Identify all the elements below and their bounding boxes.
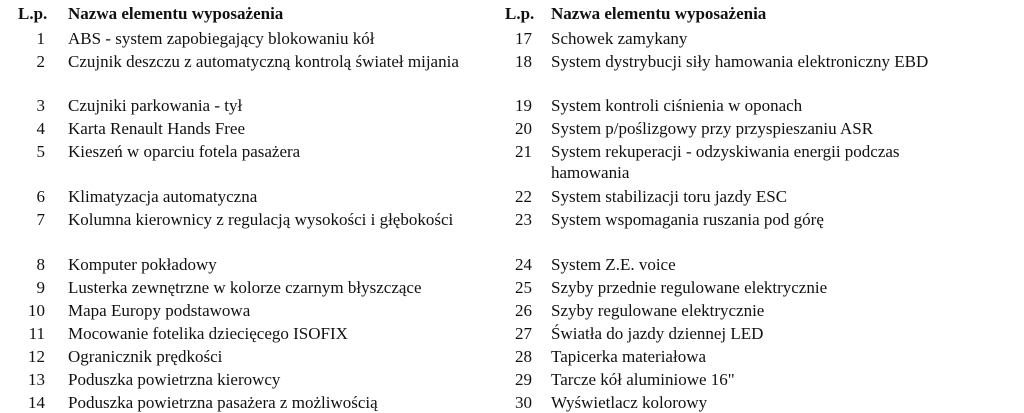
row-label: ABS - system zapobiegający blokowaniu kół bbox=[68, 29, 375, 48]
row-number: 30 bbox=[515, 393, 532, 412]
row-number: 3 bbox=[36, 96, 45, 115]
row-label: System rekuperacji - odzyskiwania energii podczas hamowania bbox=[551, 142, 900, 182]
row-number: 18 bbox=[515, 52, 532, 71]
header-name: Nazwa elementu wyposażenia bbox=[68, 4, 284, 23]
row-label: System wspomagania ruszania pod górę bbox=[551, 210, 824, 229]
row-label: Wyświetlacz kolorowy bbox=[551, 393, 708, 412]
row-label: Lusterka zewnętrzne w kolorze czarnym błyszczące bbox=[68, 278, 422, 297]
row-number: 7 bbox=[36, 210, 45, 229]
row-number: 13 bbox=[28, 370, 45, 389]
row-number: 26 bbox=[515, 301, 532, 320]
row-number: 1 bbox=[36, 29, 45, 48]
row-label: Ogranicznik prędkości bbox=[68, 347, 223, 366]
row-label: Karta Renault Hands Free bbox=[68, 119, 246, 138]
row-label: Czujnik deszczu z automatyczną kontrolą świateł mijania bbox=[68, 52, 459, 71]
row-number: 25 bbox=[515, 278, 532, 297]
row-label: Kolumna kierownicy z regulacją wysokości i głębokości bbox=[68, 210, 454, 229]
header-name: Nazwa elementu wyposażenia bbox=[551, 4, 767, 23]
header-lp: L.p. bbox=[505, 4, 535, 23]
row-number: 28 bbox=[515, 347, 532, 366]
row-label: Mapa Europy podstawowa bbox=[68, 301, 251, 320]
row-label: System Z.E. voice bbox=[551, 255, 676, 274]
row-number: 21 bbox=[515, 142, 532, 161]
row-number: 24 bbox=[515, 255, 532, 274]
row-number: 10 bbox=[28, 301, 45, 320]
row-number: 22 bbox=[515, 187, 532, 206]
row-number: 23 bbox=[515, 210, 532, 229]
row-label: Komputer pokładowy bbox=[68, 255, 217, 274]
row-number: 2 bbox=[36, 52, 45, 71]
row-number: 6 bbox=[36, 187, 45, 206]
row-label: System dystrybucji siły hamowania elektroniczny EBD bbox=[551, 52, 929, 71]
row-label: Schowek zamykany bbox=[551, 29, 688, 48]
row-label: Tarcze kół aluminiowe 16" bbox=[551, 370, 735, 389]
row-label: Kieszeń w oparciu fotela pasażera bbox=[68, 142, 301, 161]
row-number: 8 bbox=[36, 255, 45, 274]
row-label: Tapicerka materiałowa bbox=[551, 347, 707, 366]
row-label: Poduszka powietrzna kierowcy bbox=[68, 370, 281, 389]
row-label: Poduszka powietrzna pasażera z możliwością bbox=[68, 393, 378, 412]
row-number: 19 bbox=[515, 96, 532, 115]
row-number: 9 bbox=[36, 278, 45, 297]
row-number: 27 bbox=[515, 324, 532, 343]
row-number: 5 bbox=[36, 142, 45, 161]
row-number: 4 bbox=[36, 119, 45, 138]
row-number: 12 bbox=[28, 347, 45, 366]
row-number: 14 bbox=[28, 393, 45, 412]
row-label: Światła do jazdy dziennej LED bbox=[551, 324, 764, 343]
row-label: Szyby przednie regulowane elektrycznie bbox=[551, 278, 828, 297]
row-label: System kontroli ciśnienia w oponach bbox=[551, 96, 803, 115]
row-number: 11 bbox=[28, 324, 45, 343]
row-label: System stabilizacji toru jazdy ESC bbox=[551, 187, 788, 206]
row-number: 20 bbox=[515, 119, 532, 138]
row-number: 29 bbox=[515, 370, 532, 389]
row-label: Mocowanie fotelika dziecięcego ISOFIX bbox=[68, 324, 348, 343]
row-label: Czujniki parkowania - tył bbox=[68, 96, 243, 115]
header-lp: L.p. bbox=[18, 4, 48, 23]
row-label: Szyby regulowane elektrycznie bbox=[551, 301, 765, 320]
row-label: Klimatyzacja automatyczna bbox=[68, 187, 258, 206]
row-label: System p/poślizgowy przy przyspieszaniu ASR bbox=[551, 119, 874, 138]
row-number: 17 bbox=[515, 29, 532, 48]
